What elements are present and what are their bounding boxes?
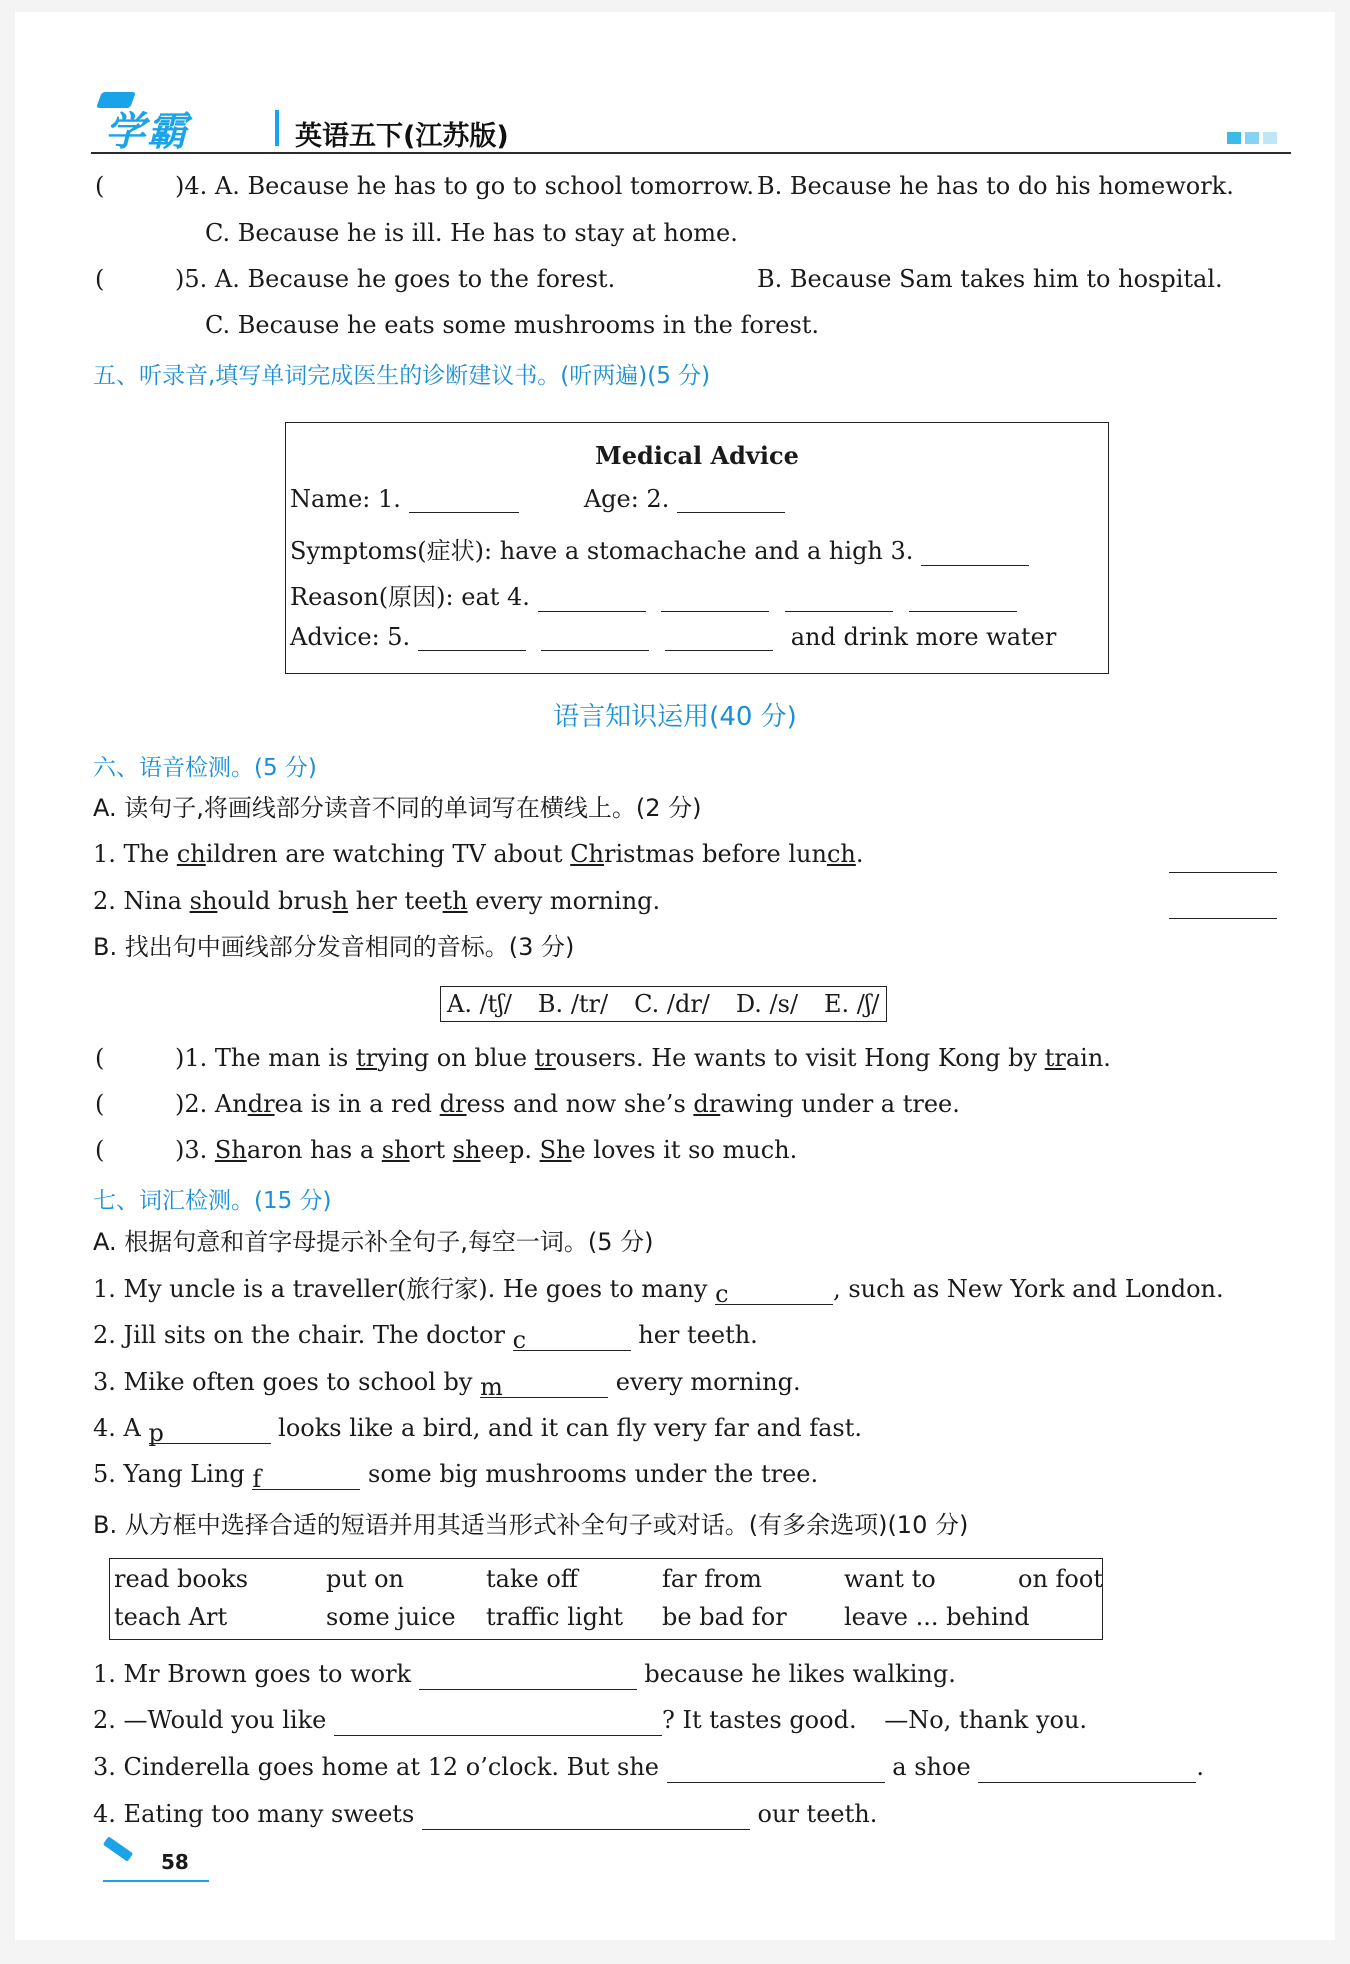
s7a-blank-2[interactable]: c (513, 1324, 631, 1351)
advice-symptoms-row: Symptoms(症状): have a stomachache and a high 3. (290, 531, 1029, 566)
s7a-item-1: 1. My uncle is a traveller(旅行家). He goes to many c , such as New York and London. (93, 1275, 1224, 1308)
blank-2[interactable] (677, 486, 785, 513)
q5-option-a: A. Because he goes to the forest. (214, 265, 616, 293)
phonetic-option-b: B. /tr/ (537, 990, 609, 1018)
s7b-item-1: 1. Mr Brown goes to work because he likes walking. (93, 1660, 956, 1688)
s6a-item-1: 1. The children are watching TV about Christmas before lunch. (93, 840, 864, 868)
s7a-item-4: 4. A p looks like a bird, and it can fly very far and fast. (93, 1414, 863, 1447)
advice-advice-row: Advice: 5. and drink more water (290, 623, 1057, 651)
blank-1[interactable] (409, 486, 519, 513)
s7b-item-3: 3. Cinderella goes home at 12 o’clock. But she a shoe . (93, 1753, 1204, 1781)
advice-name-row: Name: 1. Age: 2. (290, 485, 785, 513)
phrase-some-juice: some juice (326, 1603, 456, 1631)
phrase-teach-art: teach Art (114, 1603, 228, 1631)
s7a-blank-1[interactable]: c (715, 1278, 833, 1305)
q4-option-b: B. Because he has to do his homework. (757, 172, 1234, 200)
s7a-blank-4[interactable]: p (149, 1417, 271, 1444)
phrase-be-bad-for: be bad for (662, 1603, 787, 1631)
header-decoration (1227, 132, 1277, 144)
blank-5a[interactable] (418, 624, 526, 651)
advice-title: Medical Advice (595, 441, 799, 470)
blank-4c[interactable] (785, 585, 893, 612)
q4-option-c: C. Because he is ill. He has to stay at home. (205, 219, 738, 247)
s7b-blank-1[interactable] (419, 1663, 637, 1690)
phrase-leave-behind: leave ... behind (844, 1603, 1030, 1631)
phrase-put-on: put on (326, 1565, 404, 1593)
s6a-item-2: 2. Nina should brush her teeth every morning. (93, 887, 661, 915)
phrase-on-foot: on foot (1018, 1565, 1103, 1593)
section-7-title: 七、词汇检测。(15 分) (93, 1188, 332, 1214)
s7a-item-3: 3. Mike often goes to school by m every morning. (93, 1368, 801, 1401)
blank-4b[interactable] (661, 585, 769, 612)
s7b-item-2: 2. —Would you like ? It tastes good. —No, thank you. (93, 1706, 1088, 1734)
q5-option-c: C. Because he eats some mushrooms in the forest. (205, 311, 820, 339)
s7b-blank-2[interactable] (334, 1709, 662, 1736)
s7b-blank-3b[interactable] (978, 1756, 1196, 1783)
blank-4a[interactable] (538, 585, 646, 612)
medical-advice-box (285, 422, 1109, 674)
phonetic-option-d: D. /s/ (735, 990, 799, 1018)
workbook-page (15, 12, 1335, 1940)
phrase-far-from: far from (662, 1565, 762, 1593)
section-6-title: 六、语音检测。(5 分) (93, 755, 317, 781)
s6a-answer-1[interactable] (1169, 846, 1277, 873)
blank-5b[interactable] (541, 624, 649, 651)
phonetic-options-box (440, 986, 887, 1022)
s7a-item-5: 5. Yang Ling f some big mushrooms under the tree. (93, 1460, 819, 1493)
phrase-want-to: want to (844, 1565, 936, 1593)
book-title: 英语五下(江苏版) (295, 121, 509, 152)
s6b-item-2: ( )2. Andrea is in a red dress and now she’s drawing under a tree. (95, 1090, 960, 1118)
s7a-blank-3[interactable]: m (480, 1371, 608, 1398)
advice-reason-row: Reason(原因): eat 4. (290, 577, 1017, 612)
phonetic-option-c: C. /dr/ (634, 990, 710, 1018)
s6b-item-1: ( )1. The man is trying on blue trousers. He wants to visit Hong Kong by train. (95, 1044, 1111, 1072)
s7b-item-4: 4. Eating too many sweets our teeth. (93, 1800, 878, 1828)
s7a-blank-5[interactable]: f (252, 1463, 360, 1490)
phrase-traffic-light: traffic light (486, 1603, 624, 1631)
section-5-title: 五、听录音,填写单词完成医生的诊断建议书。(听两遍)(5 分) (93, 363, 711, 389)
blank-5c[interactable] (665, 624, 773, 651)
phonetic-option-a: A. /tʃ/ (447, 990, 512, 1018)
section-6a-instruction: A. 读句子,将画线部分读音不同的单词写在横线上。(2 分) (93, 794, 702, 822)
brand-logo: 学霸 (105, 109, 189, 155)
section-7b-instruction: B. 从方框中选择合适的短语并用其适当形式补全句子或对话。(有多余选项)(10 分) (93, 1511, 969, 1539)
phrase-take-off: take off (486, 1565, 578, 1593)
question-5: ( )5. A. Because he goes to the forest. (95, 265, 616, 293)
s7a-item-2: 2. Jill sits on the chair. The doctor c her teeth. (93, 1321, 758, 1354)
footer-rule (103, 1880, 209, 1882)
s7b-blank-3a[interactable] (667, 1756, 885, 1783)
question-4: ( )4. A. Because he has to go to school tomorrow. (95, 172, 755, 200)
pencil-icon (103, 1836, 133, 1861)
part-title: 语言知识运用(40 分) (553, 702, 797, 732)
q5-option-b: B. Because Sam takes him to hospital. (757, 265, 1223, 293)
phrase-read-books: read books (114, 1565, 249, 1593)
page-header (91, 98, 1291, 154)
logo-divider (275, 110, 279, 146)
blank-4d[interactable] (909, 585, 1017, 612)
s7b-blank-4[interactable] (422, 1803, 750, 1830)
section-6b-instruction: B. 找出句中画线部分发音相同的音标。(3 分) (93, 933, 575, 961)
blank-3[interactable] (921, 539, 1029, 566)
page-number: 58 (161, 1850, 189, 1874)
section-7a-instruction: A. 根据句意和首字母提示补全句子,每空一词。(5 分) (93, 1228, 654, 1256)
s6b-item-3: ( )3. Sharon has a short sheep. She loves it so much. (95, 1136, 798, 1164)
phrase-box (109, 1558, 1103, 1640)
q4-option-a: A. Because he has to go to school tomorrow. (214, 172, 755, 200)
s6a-answer-2[interactable] (1169, 892, 1277, 919)
phonetic-option-e: E. /ʃ/ (824, 990, 880, 1018)
